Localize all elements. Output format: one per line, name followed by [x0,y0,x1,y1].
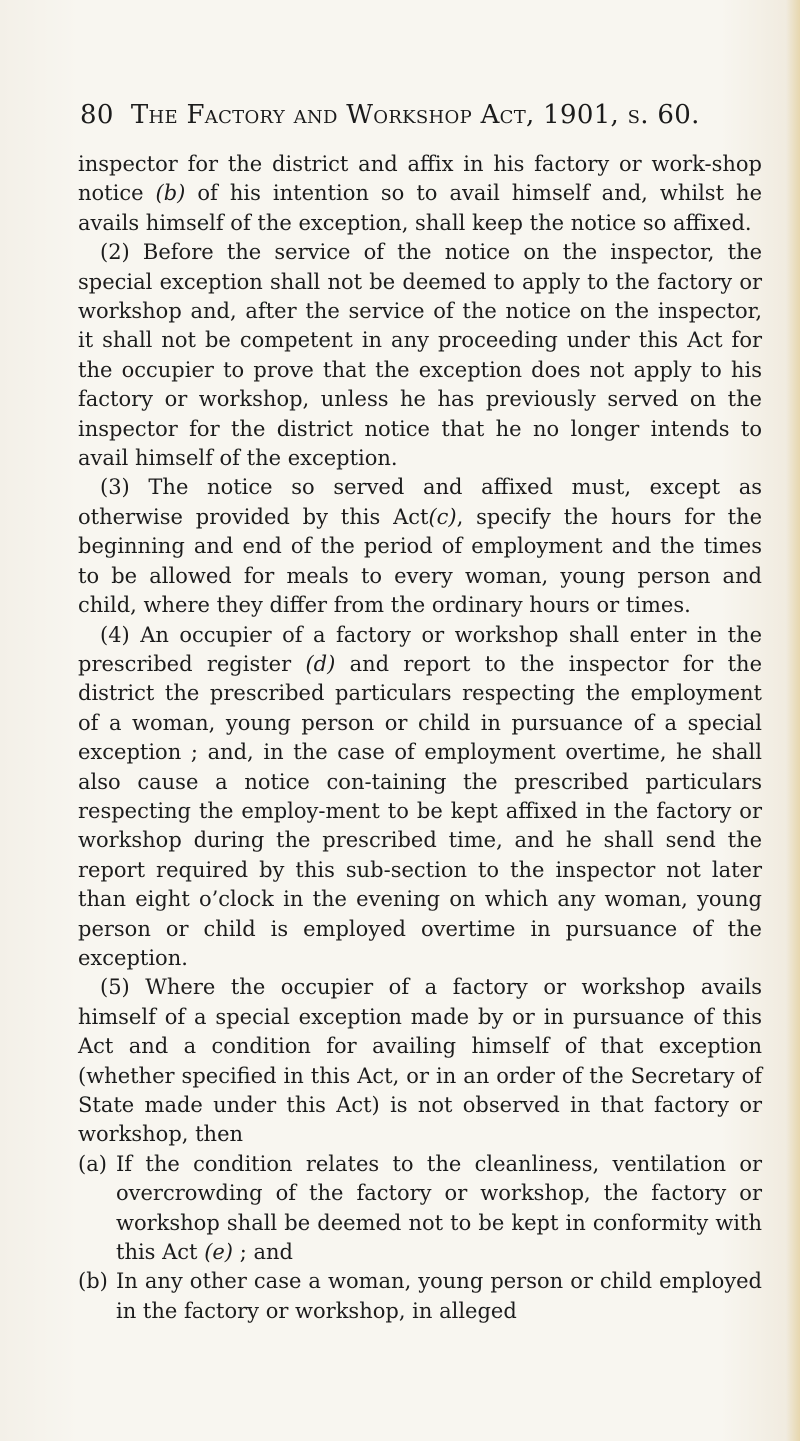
clause-a [78,1150,762,1268]
subsection-4: (4) An occupier of a factory or workshop shall enter in the prescribed register (d) and report to the inspector for the district the prescribed particulars respecting the employment of a woman, young person or child in pursuance of a special exception ; and, in the case of employment overtime, he shall also cause a notice con-taining the prescribed particulars respecting the employ-ment to be kept affixed in the factory or workshop during the prescribed time, and he shall send the report required by this sub-section to the inspector not later than eight o’clock in the evening on which any woman, young person or child is employed overtime in pursuance of the exception. [78,622,762,970]
page-edge-shading [786,0,800,1441]
clause-text: In any other case a woman, young person or child employed in the factory or workshop, in alleged [116,1269,762,1323]
subsection-2: (2) Before the service of the notice on the inspector, the special exception shall not be deemed to apply to the factory or workshop and, after the service of the notice on the inspector, it shall not be competent in any proceeding under this Act for the occupier to prove that the exception does not apply to his factory or workshop, unless he has previously served on the inspector for the district notice that he no longer intends to avail himself of the exception. [78,240,762,471]
running-title: The Factory and Workshop Act, 1901, s. 60. [130,100,700,130]
page-number: 80 [80,100,114,130]
paragraph-continuation: inspector for the district and affix in his factory or work-shop notice (b) of his intention so to avail himself and, whilst he avails himself of the exception, shall keep the notice so affixed. [78,152,763,235]
body-text [78,150,762,1326]
clause-text: If the condition relates to the cleanliness, ventilation or overcrowding of the factory or workshop, the factory or workshop shall be deemed not to be kept in conformity with this Act (e) ; and [116,1151,762,1265]
footnote-ref: (e) [204,1240,234,1265]
clause-label: (a) [78,1151,107,1176]
running-header [80,102,770,128]
footnote-ref: (b) [155,181,186,206]
subsection-3: (3) The notice so served and affixed must, except as otherwise provided by this Act(c), specify the hours for the beginning and end of the period of employment and the times to be allowed for meals to every woman, young person and child, where they differ from the ordinary hours or times. [78,475,762,618]
clause-label: (b) [78,1269,108,1294]
footnote-ref: (c) [428,504,457,529]
subsection-5: (5) Where the occupier of a factory or workshop avails himself of a special exception made by or in pursuance of this Act and a condition for availing himself of that exception (whether specified in this Act, or in an order of the Secretary of State made under this Act) is not observed in that factory or workshop, then [78,975,762,1147]
footnote-ref: (d) [305,651,336,676]
clause-b [78,1267,762,1326]
